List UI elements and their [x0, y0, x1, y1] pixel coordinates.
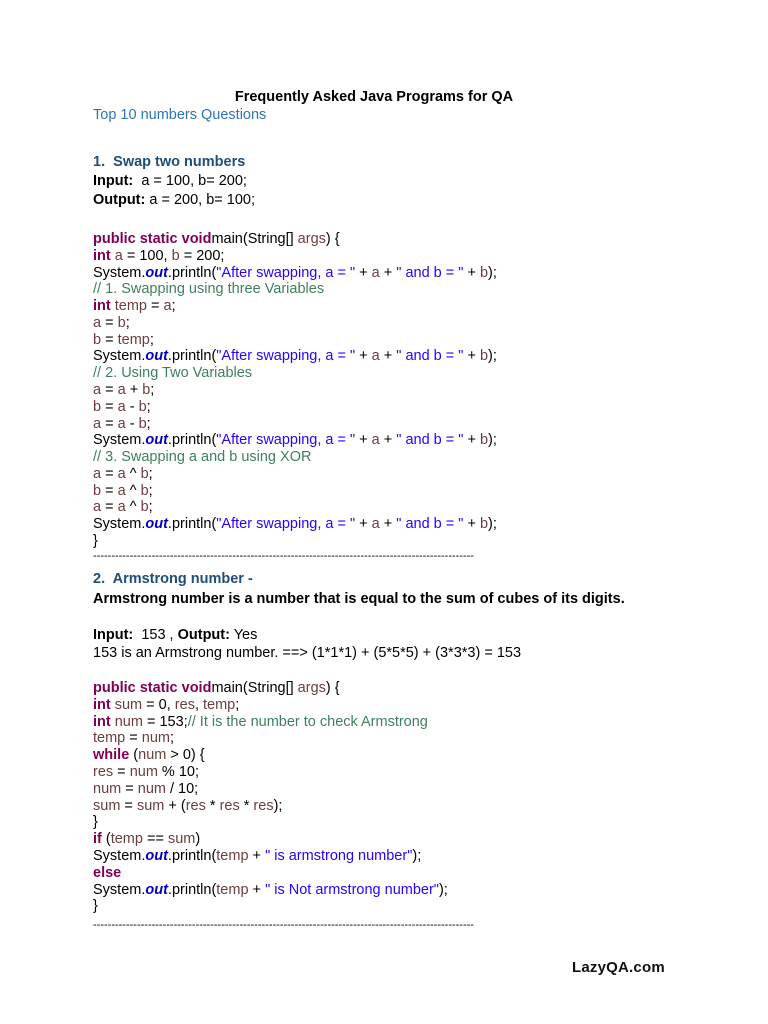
- code-token: -: [125, 415, 139, 432]
- code-line: [93, 332, 154, 349]
- input-value: a = 100, b= 200;: [133, 173, 247, 189]
- variable-token: a: [93, 314, 102, 331]
- code-line: [93, 315, 130, 332]
- code-token: +: [379, 348, 397, 365]
- code-line: [93, 416, 151, 433]
- code-token: );: [412, 848, 422, 864]
- code-token: ^: [125, 499, 141, 516]
- code-line: [93, 449, 311, 466]
- string-token: " is Not armstrong number": [265, 881, 439, 898]
- string-token: "After swapping, a = ": [216, 432, 356, 449]
- section-2-heading: 2. Armstrong number -: [93, 571, 253, 587]
- code-line: [93, 231, 340, 248]
- code-line: [93, 348, 497, 365]
- code-token: +: [463, 432, 480, 449]
- string-token: " and b = ": [396, 264, 464, 281]
- keyword-token: public static void: [93, 680, 212, 696]
- code-token: +: [355, 348, 372, 365]
- code-token: }: [93, 898, 98, 915]
- code-token: .println(: [167, 516, 217, 533]
- variable-token: b: [479, 432, 489, 449]
- variable-token: b: [140, 482, 149, 499]
- code-token: =: [101, 398, 118, 415]
- variable-token: b: [93, 482, 102, 499]
- code-token: =: [101, 482, 118, 499]
- string-token: " and b = ": [396, 432, 464, 449]
- code-token: ;: [149, 331, 154, 348]
- string-token: "After swapping, a = ": [216, 264, 356, 281]
- code-token: +: [248, 881, 266, 898]
- code-line: [93, 466, 153, 483]
- code-token: ,: [194, 696, 204, 713]
- keyword-token: int: [93, 247, 111, 264]
- code-line: [93, 848, 421, 865]
- code-token: = 100,: [122, 247, 172, 264]
- output-label: Output:: [93, 192, 146, 208]
- code-line: [93, 680, 340, 697]
- variable-token: sum: [110, 696, 143, 713]
- variable-token: temp: [110, 298, 147, 315]
- code-token: ;: [148, 482, 153, 499]
- output-label: Output:: [177, 627, 230, 643]
- code-token: .println(: [167, 432, 217, 449]
- code-token: ^: [125, 465, 141, 482]
- string-token: "After swapping, a = ": [216, 348, 356, 365]
- variable-token: b: [479, 516, 489, 533]
- comment-token: // It is the number to check Armstrong: [187, 713, 428, 730]
- variable-token: sum: [93, 797, 121, 814]
- code-token: =: [101, 314, 118, 331]
- variable-token: a: [117, 499, 126, 516]
- code-line: [93, 697, 239, 714]
- variable-token: num: [110, 713, 143, 730]
- variable-token: temp: [93, 730, 126, 747]
- variable-token: a: [117, 482, 126, 499]
- divider-2: --------------------------------------------------------------------------------------------------------: [93, 919, 474, 931]
- code-token: }: [93, 814, 98, 831]
- code-token: +: [355, 432, 372, 449]
- code-token: ;: [148, 499, 153, 516]
- code-token: +: [463, 516, 480, 533]
- variable-token: num: [141, 730, 170, 747]
- code-line: [93, 814, 98, 831]
- code-token: +: [355, 516, 372, 533]
- code-token: );: [488, 516, 497, 533]
- variable-token: temp: [216, 848, 249, 864]
- variable-token: b: [479, 264, 489, 281]
- code-token: ;: [150, 382, 155, 399]
- code-token: +: [463, 348, 480, 365]
- code-line: [93, 764, 199, 781]
- variable-token: num: [138, 747, 167, 764]
- code-token: ) {: [325, 680, 340, 696]
- string-token: " and b = ": [396, 348, 464, 365]
- code-line: [93, 898, 98, 915]
- code-token: System.: [93, 348, 146, 365]
- code-line: [93, 248, 224, 265]
- code-token: / 10;: [165, 780, 199, 797]
- code-token: +: [379, 264, 397, 281]
- code-line: [93, 730, 174, 747]
- code-token: ) {: [325, 231, 340, 247]
- field-token: out: [145, 264, 168, 281]
- code-line: [93, 432, 497, 449]
- variable-token: a: [371, 516, 380, 533]
- keyword-token: public static void: [93, 231, 212, 247]
- code-token: =: [101, 415, 118, 432]
- code-token: System.: [93, 264, 146, 281]
- variable-token: sum: [136, 797, 165, 814]
- input-label: Input:: [93, 627, 134, 643]
- code-token: ^: [125, 482, 141, 499]
- code-token: +: [248, 848, 266, 864]
- variable-token: b: [93, 331, 102, 348]
- comment-token: // 1. Swapping using three Variables: [93, 281, 325, 298]
- code-line: [93, 365, 252, 382]
- section-1-output: [93, 192, 255, 209]
- code-token: ;: [170, 730, 175, 747]
- code-token: ;: [125, 314, 130, 331]
- variable-token: b: [140, 465, 149, 482]
- variable-token: b: [117, 314, 126, 331]
- code-token: =: [101, 331, 118, 348]
- variable-token: a: [371, 348, 380, 365]
- section-2-input-output: [93, 627, 257, 644]
- code-token: ;: [146, 415, 151, 432]
- keyword-token: else: [93, 864, 122, 881]
- code-token: .println(: [167, 848, 217, 864]
- code-line: [93, 714, 428, 731]
- code-token: ;: [146, 398, 151, 415]
- output-value: a = 200, b= 100;: [145, 192, 255, 208]
- code-token: =: [113, 764, 130, 780]
- keyword-token: int: [93, 713, 111, 730]
- code-token: ==: [142, 831, 168, 848]
- code-token: }: [93, 533, 98, 550]
- variable-token: a: [110, 247, 123, 264]
- code-line: [93, 516, 497, 533]
- variable-token: b: [479, 348, 489, 365]
- code-token: =: [101, 382, 118, 399]
- code-token: = 153;: [142, 713, 188, 730]
- code-token: .println(: [167, 348, 217, 365]
- code-line: [93, 281, 324, 298]
- code-token: );: [488, 432, 497, 449]
- document-subtitle: Top 10 numbers Questions: [93, 107, 267, 123]
- variable-token: b: [138, 398, 147, 415]
- variable-token: a: [93, 499, 102, 516]
- divider-1: --------------------------------------------------------------------------------------------------------: [93, 550, 474, 562]
- code-token: =: [120, 797, 137, 814]
- section-2-definition: Armstrong number is a number that is equal to the sum of cubes of its digits.: [93, 591, 625, 607]
- input-label: Input:: [93, 173, 134, 189]
- code-token: System.: [93, 432, 146, 449]
- variable-token: res: [219, 797, 240, 814]
- code-token: = 200;: [179, 247, 225, 264]
- code-token: System.: [93, 881, 146, 898]
- code-token: = 0,: [142, 696, 175, 713]
- code-token: *: [205, 797, 220, 814]
- variable-token: a: [93, 465, 102, 482]
- variable-token: args: [297, 680, 326, 696]
- variable-token: res: [253, 797, 274, 814]
- code-token: *: [239, 797, 254, 814]
- field-token: out: [145, 432, 168, 449]
- code-token: +: [125, 382, 143, 399]
- code-token: System.: [93, 848, 146, 864]
- code-token: .println(: [167, 881, 217, 898]
- string-token: "After swapping, a = ": [216, 516, 356, 533]
- input-value: 153 ,: [133, 627, 178, 643]
- variable-token: temp: [117, 331, 150, 348]
- keyword-token: while: [93, 747, 130, 764]
- code-token: System.: [93, 516, 146, 533]
- code-token: -: [125, 398, 139, 415]
- code-token: =: [146, 298, 164, 315]
- code-line: [93, 865, 121, 882]
- code-token: );: [488, 348, 497, 365]
- code-token: > 0) {: [166, 747, 205, 764]
- code-line: [93, 399, 151, 416]
- variable-token: res: [185, 797, 206, 814]
- string-token: " and b = ": [396, 516, 464, 533]
- code-token: =: [125, 730, 142, 747]
- variable-token: b: [93, 398, 102, 415]
- section-2-explanation: 153 is an Armstrong number. ==> (1*1*1) + (5*5*5) + (3*3*3) = 153: [93, 645, 522, 661]
- code-token: ): [195, 831, 201, 848]
- variable-token: num: [137, 780, 166, 797]
- code-token: .println(: [167, 264, 217, 281]
- code-line: [93, 533, 98, 550]
- code-line: [93, 265, 497, 282]
- code-line: [93, 781, 198, 798]
- code-line: [93, 747, 205, 764]
- variable-token: a: [163, 298, 172, 315]
- code-line: [93, 483, 153, 500]
- code-token: (: [101, 831, 111, 848]
- code-token: );: [438, 881, 448, 898]
- comment-token: // 3. Swapping a and b using XOR: [93, 449, 312, 466]
- code-token: +: [379, 516, 397, 533]
- code-token: );: [273, 797, 283, 814]
- variable-token: num: [129, 764, 158, 780]
- code-line: [93, 882, 448, 899]
- code-token: =: [121, 780, 138, 797]
- code-token: +: [379, 432, 397, 449]
- variable-token: a: [93, 382, 102, 399]
- variable-token: num: [93, 780, 122, 797]
- document-title: Frequently Asked Java Programs for QA: [234, 89, 514, 105]
- variable-token: b: [140, 499, 149, 516]
- variable-token: a: [93, 415, 102, 432]
- code-token: +: [355, 264, 372, 281]
- code-line: [93, 382, 154, 399]
- code-line: [93, 798, 282, 815]
- variable-token: a: [117, 415, 126, 432]
- footer-brand: LazyQA.com: [572, 959, 665, 976]
- code-line: [93, 831, 200, 848]
- variable-token: temp: [203, 696, 236, 713]
- variable-token: a: [371, 432, 380, 449]
- keyword-token: int: [93, 298, 111, 315]
- variable-token: temp: [216, 881, 249, 898]
- field-token: out: [145, 848, 168, 864]
- variable-token: a: [117, 465, 126, 482]
- keyword-token: int: [93, 696, 111, 713]
- code-token: =: [101, 499, 118, 516]
- variable-token: b: [142, 382, 151, 399]
- code-token: =: [101, 465, 118, 482]
- variable-token: a: [371, 264, 380, 281]
- variable-token: b: [171, 247, 180, 264]
- output-value: Yes: [229, 627, 258, 643]
- code-token: % 10;: [157, 764, 200, 780]
- code-token: (: [129, 747, 139, 764]
- section-1-input: [93, 173, 247, 190]
- code-token: ;: [148, 465, 153, 482]
- comment-token: // 2. Using Two Variables: [93, 365, 253, 382]
- variable-token: res: [174, 696, 195, 713]
- code-token: main(String[]: [211, 680, 298, 696]
- section-1-heading: 1. Swap two numbers: [93, 154, 246, 170]
- field-token: out: [145, 881, 168, 898]
- variable-token: a: [117, 382, 126, 399]
- code-token: main(String[]: [211, 231, 298, 247]
- variable-token: a: [117, 398, 126, 415]
- field-token: out: [145, 348, 168, 365]
- code-line: [93, 499, 153, 516]
- field-token: out: [145, 516, 168, 533]
- string-token: " is armstrong number": [265, 848, 413, 864]
- variable-token: args: [297, 231, 326, 247]
- variable-token: b: [138, 415, 147, 432]
- code-token: +: [463, 264, 480, 281]
- keyword-token: if: [93, 831, 102, 848]
- code-token: );: [488, 264, 497, 281]
- code-token: ;: [171, 298, 176, 315]
- code-line: [93, 298, 176, 315]
- variable-token: sum: [167, 831, 196, 848]
- variable-token: res: [93, 764, 114, 780]
- variable-token: temp: [110, 831, 143, 848]
- code-token: + (: [164, 797, 186, 814]
- code-token: ;: [235, 696, 240, 713]
